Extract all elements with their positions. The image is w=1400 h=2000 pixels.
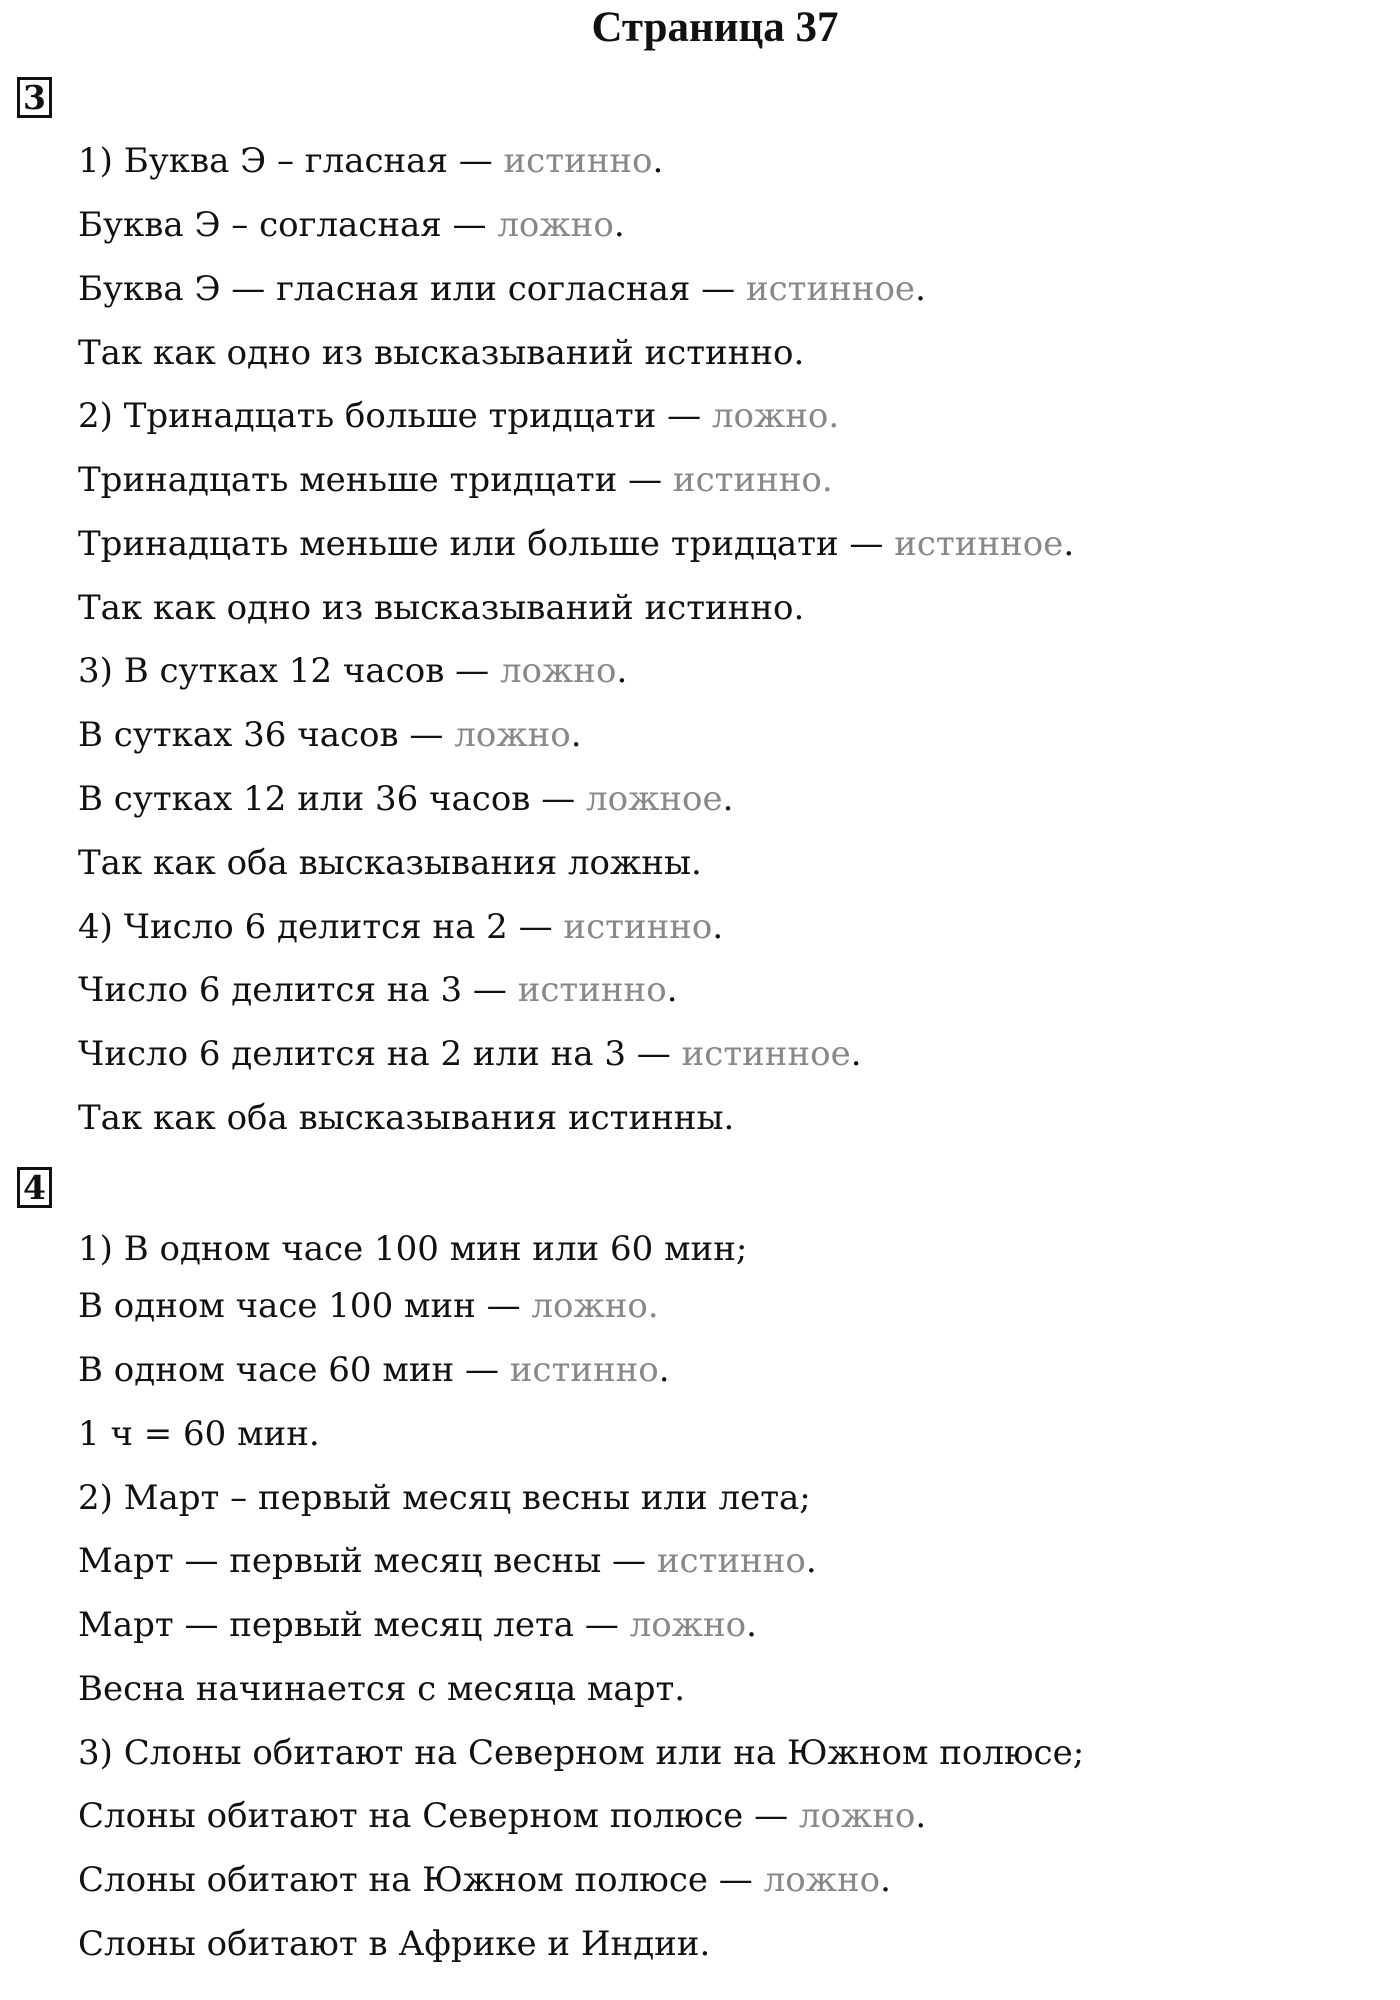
verdict-text: ложно	[499, 651, 617, 691]
page-title: Страница 37	[591, 4, 839, 51]
answer-line	[78, 1476, 811, 1520]
verdict-text: истинно	[563, 907, 713, 947]
answer-line	[78, 713, 582, 757]
verdict-text: истинно	[503, 141, 653, 181]
line-end: .	[915, 269, 926, 309]
verdict-text: ложно	[454, 715, 571, 755]
answer-line	[78, 139, 663, 183]
answer-line	[78, 1227, 747, 1271]
line-end: .	[805, 1541, 817, 1581]
line-end: .	[722, 779, 734, 819]
answer-line	[78, 841, 702, 885]
line-end: .	[712, 907, 724, 947]
line-text: Март — первый месяц лета —	[78, 1605, 630, 1645]
line-text: 3) В сутках 12 часов —	[78, 651, 500, 691]
answer-line	[78, 331, 804, 375]
answer-line	[78, 267, 926, 311]
line-end: .	[570, 715, 582, 755]
line-text: В одном часе 60 мин —	[78, 1350, 510, 1390]
line-text: Тринадцать меньше или больше тридцати —	[78, 524, 895, 564]
line-end: .	[658, 1350, 670, 1390]
verdict-text: истинное	[745, 269, 916, 309]
answer-line	[78, 777, 733, 821]
line-text: Слоны обитают на Южном полюсе —	[78, 1860, 764, 1900]
line-text: Март — первый месяц весны —	[78, 1541, 657, 1581]
line-text: Весна начинается с месяца март.	[78, 1669, 686, 1709]
line-end: .	[850, 1034, 862, 1074]
line-text: 4) Число 6 делится на 2 —	[78, 907, 564, 947]
line-text: Слоны обитают на Северном полюсе —	[78, 1796, 799, 1836]
line-text: 2) Тринадцать больше тридцати —	[78, 396, 712, 436]
line-text: Так как оба высказывания ложны.	[78, 843, 702, 883]
task-number-badge: 4	[17, 1167, 52, 1208]
line-text: Так как одно из высказываний истинно.	[78, 588, 805, 628]
line-text: Буква Э – согласная —	[78, 205, 498, 245]
line-text: Тринадцать меньше тридцати —	[78, 460, 673, 500]
line-text: 2) Март – первый месяц весны или лета;	[78, 1478, 811, 1518]
answer-line	[78, 394, 839, 438]
line-text: Так как оба высказывания истинны.	[78, 1098, 735, 1138]
line-text: 1 ч = 60 мин.	[78, 1414, 320, 1454]
answer-line	[78, 1284, 659, 1328]
line-end: .	[746, 1605, 757, 1645]
verdict-text: ложно	[798, 1796, 916, 1836]
answer-line	[78, 458, 833, 502]
line-text: 3) Слоны обитают на Северном или на Южном полюсе;	[78, 1733, 1085, 1773]
verdict-text: истинно	[517, 970, 667, 1010]
answer-line	[78, 1539, 817, 1583]
verdict-text: истинно	[656, 1541, 806, 1581]
line-end: .	[652, 141, 664, 181]
answer-line	[78, 1731, 1084, 1775]
verdict-text: ложно.	[711, 396, 840, 436]
verdict-text: истинное	[681, 1034, 851, 1074]
task-number-badge: 3	[17, 77, 52, 118]
line-end: .	[915, 1796, 927, 1836]
answer-line	[78, 1032, 862, 1076]
answer-line	[78, 1922, 710, 1966]
answer-line	[78, 1794, 926, 1838]
line-text: В сутках 12 или 36 часов —	[78, 779, 587, 819]
line-text: Так как одно из высказываний истинно.	[78, 333, 805, 373]
answer-line	[78, 1096, 734, 1140]
answer-line	[78, 1858, 891, 1902]
line-text: В сутках 36 часов —	[78, 715, 455, 755]
answer-line	[78, 649, 627, 693]
verdict-text: истинно.	[672, 460, 833, 500]
line-text: Число 6 делится на 3 —	[78, 970, 518, 1010]
line-text: 1) В одном часе 100 мин или 60 мин;	[78, 1229, 748, 1269]
verdict-text: ложно	[629, 1605, 747, 1645]
answer-line	[78, 1412, 320, 1456]
line-text: В одном часе 100 мин —	[78, 1286, 532, 1326]
line-text: Число 6 делится на 2 или на 3 —	[78, 1034, 682, 1074]
line-text: Слоны обитают в Африке и Индии.	[78, 1924, 711, 1964]
answer-line	[78, 522, 1074, 566]
line-end: .	[666, 970, 678, 1010]
line-end: .	[613, 205, 625, 245]
answer-line	[78, 905, 723, 949]
answer-line	[78, 586, 804, 630]
verdict-text: ложное	[586, 779, 723, 819]
line-end: .	[1063, 524, 1075, 564]
answer-line	[78, 968, 678, 1012]
verdict-text: истинное	[894, 524, 1064, 564]
line-text: Буква Э — гласная или согласная —	[78, 269, 746, 309]
verdict-text: ложно	[763, 1860, 881, 1900]
verdict-text: истинно	[509, 1350, 659, 1390]
verdict-text: ложно	[497, 205, 614, 245]
answer-line	[78, 203, 625, 247]
line-end: .	[880, 1860, 891, 1900]
answer-line	[78, 1667, 685, 1711]
answer-line	[78, 1603, 757, 1647]
line-end: .	[616, 651, 628, 691]
line-text: 1) Буква Э – гласная —	[78, 141, 504, 181]
answer-line	[78, 1348, 670, 1392]
verdict-text: ложно.	[531, 1286, 659, 1326]
